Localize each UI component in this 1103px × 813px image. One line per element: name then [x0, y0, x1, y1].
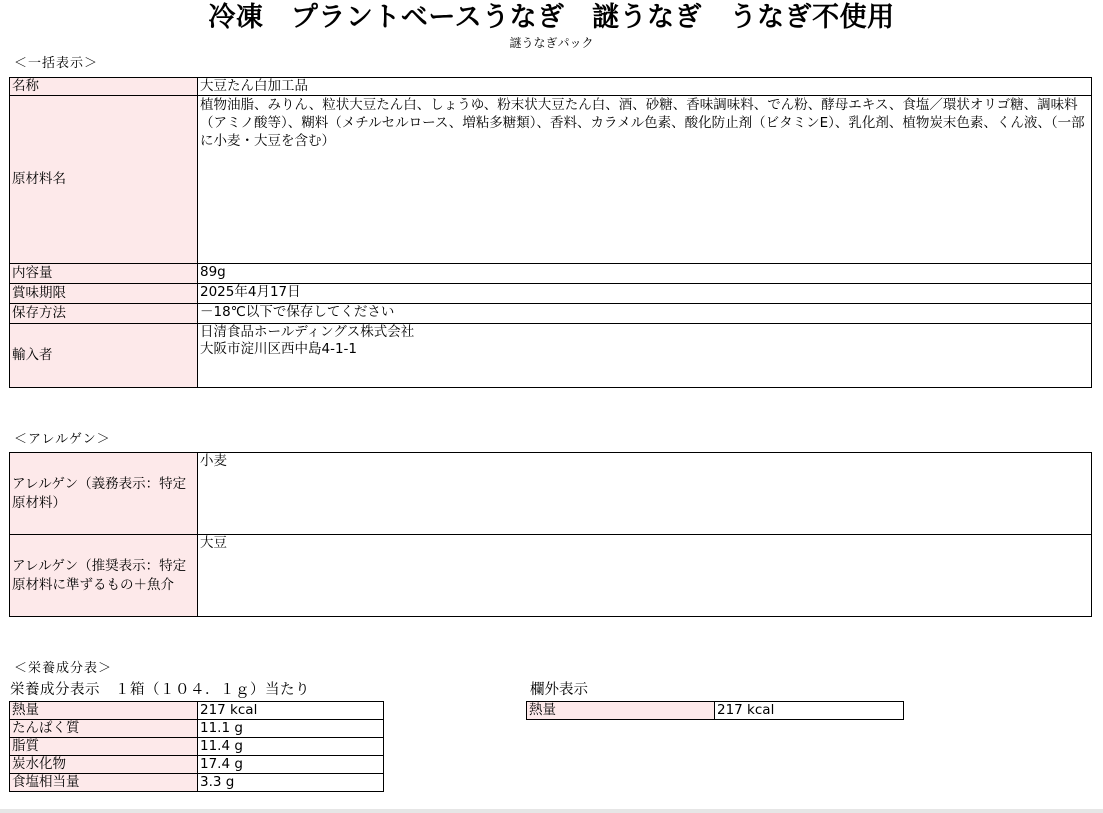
table-row: [10, 304, 1092, 324]
importer-label: 輸入者: [10, 324, 198, 388]
nutrition-value: 11.4 g: [198, 738, 384, 756]
table-row: [10, 738, 384, 756]
expiry-label: 賞味期限: [10, 284, 198, 304]
importer-value: [198, 324, 1092, 388]
section-label-allergen: ＜アレルゲン＞: [14, 432, 111, 447]
scrollbar-track[interactable]: [0, 809, 1103, 813]
ingredients-value: 植物油脂、みりん、粒状大豆たん白、しょうゆ、粉末状大豆たん白、酒、砂糖、香味調味料、でん粉、酵母エキス、食塩／環状オリゴ糖、調味料（アミノ酸等）、糊料（メチルセルロース、増粘多糖類）、香料、カラメル色素、酸化防止剤（ビタミンE）、乳化剤、植物炭末色素、くん液、（一部に小麦・大豆を含む）: [198, 96, 1092, 264]
table-row: [10, 535, 1092, 617]
table-row: [10, 78, 1092, 96]
nutrition-value: 11.1 g: [198, 720, 384, 738]
nutrition-label: 脂質: [10, 738, 198, 756]
allergen-mandatory-value: 小麦: [198, 453, 1092, 535]
table-row: [10, 264, 1092, 284]
name-label: 名称: [10, 78, 198, 96]
extra-label: 熱量: [527, 702, 715, 720]
table-row: [10, 96, 1092, 264]
nutrition-label: 食塩相当量: [10, 774, 198, 792]
nutrition-table: [9, 701, 384, 792]
allergen-recommended-value: 大豆: [198, 535, 1092, 617]
expiry-value: 2025年4月17日: [198, 284, 1092, 304]
nutrition-label: たんぱく質: [10, 720, 198, 738]
allergen-mandatory-label: アレルゲン（義務表示：特定原材料）: [10, 453, 198, 535]
importer-address: 大阪市淀川区西中島4-1-1: [200, 341, 358, 357]
page-title: 冷凍 プラントベースうなぎ 謎うなぎ うなぎ不使用: [208, 2, 895, 33]
summary-table: [9, 77, 1092, 388]
ingredients-label: 原材料名: [10, 96, 198, 264]
nutrition-value: 3.3 g: [198, 774, 384, 792]
content-value: 89g: [198, 264, 1092, 284]
table-row: [10, 756, 384, 774]
allergen-recommended-label: アレルゲン（推奨表示：特定原材料に準ずるもの＋魚介: [10, 535, 198, 617]
nutrition-value: 17.4 g: [198, 756, 384, 774]
extra-table: [526, 701, 904, 720]
page-subtitle: 謎うなぎパック: [509, 36, 594, 50]
section-label-summary: ＜一括表示＞: [14, 56, 99, 71]
table-row: [10, 720, 384, 738]
name-value: 大豆たん白加工品: [198, 78, 1092, 96]
table-row: [527, 702, 904, 720]
nutrition-value: 217 kcal: [198, 702, 384, 720]
allergen-table: [9, 452, 1092, 617]
importer-name: 日清食品ホールディングス株式会社: [200, 324, 415, 340]
storage-label: 保存方法: [10, 304, 198, 324]
extra-value: 217 kcal: [715, 702, 904, 720]
table-row: [10, 453, 1092, 535]
table-row: [10, 284, 1092, 304]
section-label-nutrition: ＜栄養成分表＞: [14, 661, 113, 676]
content-label: 内容量: [10, 264, 198, 284]
extra-caption: 欄外表示: [530, 682, 588, 698]
table-row: [10, 702, 384, 720]
nutrition-label: 熱量: [10, 702, 198, 720]
table-row: [10, 324, 1092, 388]
nutrition-label: 炭水化物: [10, 756, 198, 774]
nutrition-caption: 栄養成分表示 １箱（１０４．１ｇ）当たり: [10, 682, 310, 698]
storage-value: －18℃以下で保存してください: [198, 304, 1092, 324]
table-row: [10, 774, 384, 792]
